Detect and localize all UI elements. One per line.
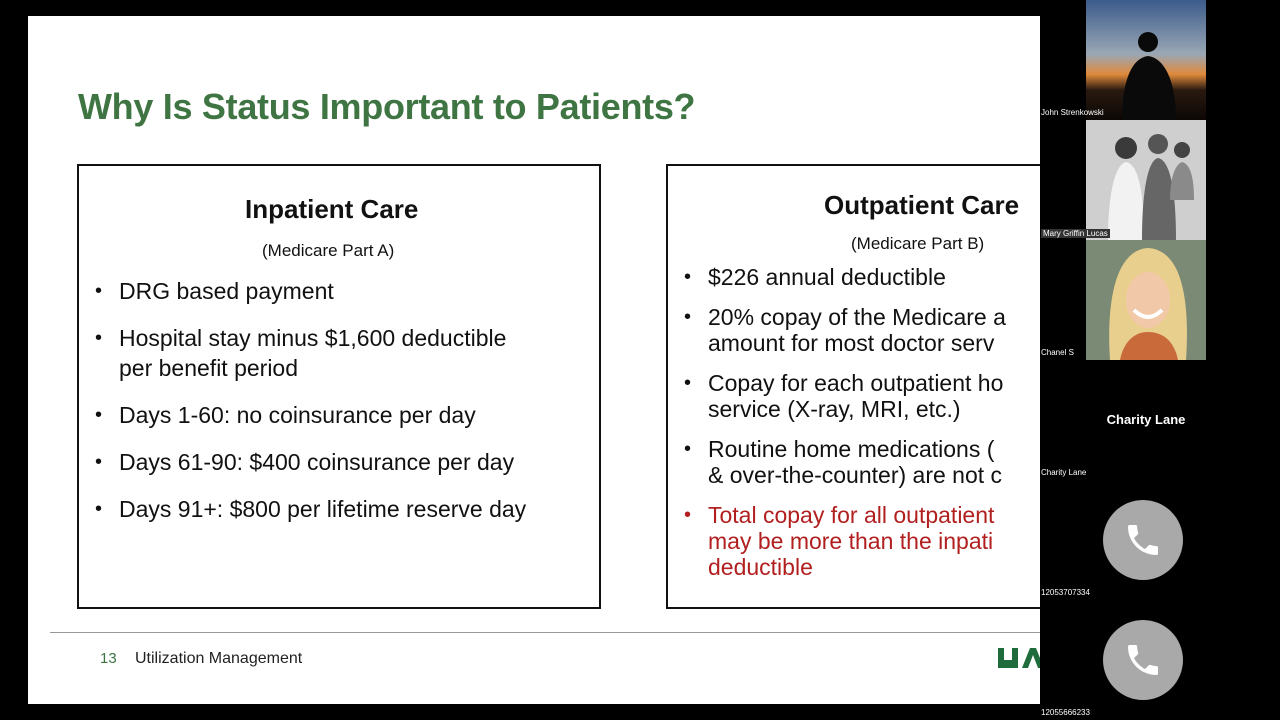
bullet-item: • DRG based payment (95, 278, 334, 304)
bullet-item: • Copay for each outpatient ho service (X-ray, MRI, etc.) (684, 370, 1004, 422)
slide-page-number: 13 (100, 650, 117, 667)
participant-name: John Strenkowski (1041, 108, 1104, 117)
presentation-slide (28, 16, 1040, 704)
participant-tile[interactable] (1040, 240, 1252, 360)
participant-name: 12053707334 (1041, 588, 1090, 597)
bullet-item: • Routine home medications ( & over-the-counter) are not c (684, 436, 1003, 488)
inpatient-bullet-list (93, 276, 526, 541)
participant-video (1086, 240, 1206, 360)
outpatient-care-box (666, 164, 1040, 609)
outpatient-bullet-list (682, 264, 1006, 594)
inpatient-heading: Inpatient Care (245, 194, 419, 224)
bullet-item: • Hospital stay minus $1,600 deductible per benefit period (95, 325, 507, 381)
participant-tile[interactable] (1040, 120, 1252, 240)
inpatient-subheading: (Medicare Part A) (262, 241, 395, 260)
bullet-item-highlight: • Total copay for all outpatient may be more than the inpati deductible (684, 502, 995, 580)
bullet-dot-icon: • (95, 327, 103, 349)
participant-tile[interactable] (1040, 0, 1252, 120)
bullet-dot-icon: • (95, 498, 103, 520)
inpatient-care-box (77, 164, 601, 609)
participant-video (1086, 0, 1206, 120)
participant-video (1086, 120, 1206, 240)
bullet-item: • Days 91+: $800 per lifetime reserve day (95, 496, 527, 522)
participant-name: Charity Lane (1041, 468, 1087, 477)
phone-avatar (1103, 620, 1183, 700)
bullet-dot-icon: • (95, 404, 103, 426)
bullet-dot-icon: • (95, 451, 103, 473)
outpatient-subheading: (Medicare Part B) (851, 234, 985, 253)
participant-tile[interactable] (1040, 360, 1252, 480)
slide-title: Why Is Status Important to Patients? (78, 86, 696, 127)
bullet-item: • Days 61-90: $400 coinsurance per day (95, 449, 515, 475)
bullet-dot-icon: • (684, 372, 692, 394)
bullet-item: • $226 annual deductible (684, 264, 946, 290)
participant-display-name: Charity Lane (1106, 412, 1186, 427)
outpatient-heading: Outpatient Care (824, 190, 1020, 220)
participant-name: Chanel S (1041, 348, 1074, 357)
bullet-item: • 20% copay of the Medicare a amount for most doctor serv (684, 304, 1006, 356)
phone-icon (1123, 518, 1163, 562)
bullet-dot-icon: • (95, 280, 103, 302)
participant-name: Mary Griffin Lucas (1043, 229, 1108, 238)
uab-logo (998, 648, 1040, 668)
bullet-dot-icon: • (684, 504, 692, 526)
participants-panel[interactable] (1040, 0, 1252, 720)
participant-tile[interactable] (1040, 480, 1252, 600)
participant-name: 12055666233 (1041, 708, 1090, 717)
footer-divider (50, 632, 1040, 633)
footer-text: Utilization Management (135, 650, 303, 667)
bullet-dot-icon: • (684, 266, 692, 288)
bullet-dot-icon: • (684, 306, 692, 328)
phone-avatar (1103, 500, 1183, 580)
phone-icon (1123, 638, 1163, 682)
bullet-item: • Days 1-60: no coinsurance per day (95, 402, 476, 428)
bullet-dot-icon: • (684, 438, 692, 460)
participant-tile[interactable] (1040, 600, 1252, 720)
